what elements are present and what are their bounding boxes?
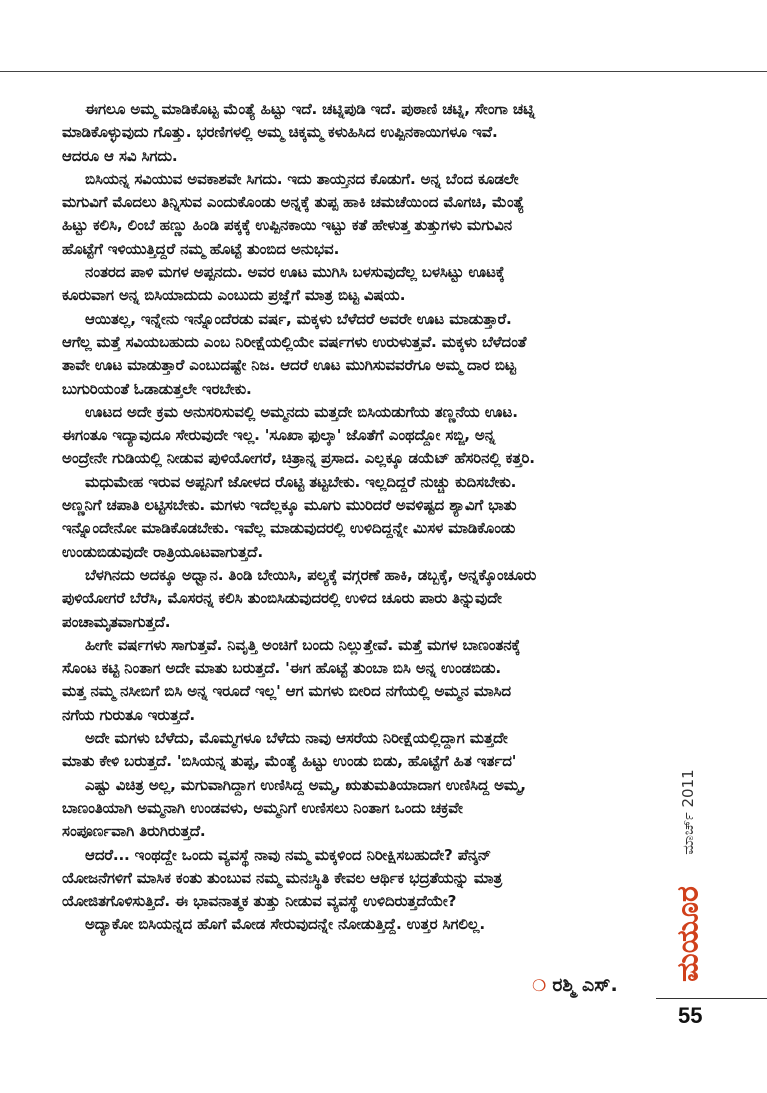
paragraph-4 [62, 308, 657, 401]
article-body [62, 98, 657, 937]
text-line: ಯೋಜನೆಗಳಿಗೆ ಮಾಸಿಕ ಕಂತು ತುಂಬುವ ನಮ್ಮ ಮನಃಸ್ಥಿತಿ ಕೇವಲ ಆರ್ಥಿಕ ಭದ್ರತೆಯನ್ನು ಮಾತ್ರ [62, 868, 502, 887]
paragraph-2 [62, 168, 657, 261]
paragraph-12 [62, 913, 657, 936]
author-byline [532, 974, 618, 996]
text-line: ನಗೆಯ ಗುರುತೂ ಇರುತ್ತದೆ. [62, 705, 195, 724]
text-line: ಆಯಿತಲ್ಲ, ಇನ್ನೇನು ಇನ್ನೊಂದೆರಡು ವರ್ಷ, ಮಕ್ಕಳು ಬೆಳೆದರೆ ಅವರೇ ಊಟ ಮಾಡುತ್ತಾರೆ. [85, 309, 512, 328]
text-line: ಮಧುಮೇಹ ಇರುವ ಅಪ್ಪನಿಗೆ ಜೋಳದ ರೊಟ್ಟಿ ತಟ್ಟಬೇಕು. ಇಲ್ಲದಿದ್ದರೆ ನುಚ್ಚು ಕುದಿಸಬೇಕು. [85, 472, 517, 491]
text-line: ಕೂರುವಾಗ ಅನ್ನ ಬಿಸಿಯಾದುದು ಎಂಬುದು ಪ್ರಜ್ಞೆಗೆ ಮಾತ್ರ ಬಿಟ್ಟ ವಿಷಯ. [62, 286, 406, 305]
text-line: ಸಂಪೂರ್ಣವಾಗಿ ತಿರುಗಿರುತ್ತದೆ. [62, 822, 206, 841]
text-line: ಹೊಟ್ಟೆಗೆ ಇಳಿಯುತ್ತಿದ್ದರೆ ನಮ್ಮ ಹೊಟ್ಟೆ ತುಂಬಿದ ಅನುಭವ. [62, 239, 340, 258]
paragraph-8 [62, 634, 657, 727]
text-line: ಎಷ್ಟು ವಿಚಿತ್ರ ಅಲ್ಲ, ಮಗುವಾಗಿದ್ದಾಗ ಉಣಿಸಿದ್ದ ಅಮ್ಮ, ಋತುಮತಿಯಾದಾಗ ಉಣಿಸಿದ್ದ ಅಮ್ಮ, [85, 775, 526, 794]
page-number: 55 [678, 1003, 703, 1028]
magazine-logo [670, 880, 706, 988]
text-line: ಸೊಂಟ ಕಟ್ಟಿ ನಿಂತಾಗ ಅದೇ ಮಾತು ಬರುತ್ತದೆ. 'ಈಗ ಹೊಟ್ಟೆ ತುಂಬಾ ಬಿಸಿ ಅನ್ನ ಉಂಡಬಿಡು. [62, 659, 501, 678]
text-line: ಅಣ್ಣನಿಗೆ ಚಪಾತಿ ಲಟ್ಟಿಸಬೇಕು. ಮಗಳು ಇದೆಲ್ಲಕ್ಕೂ ಮೂಗು ಮುರಿದರೆ ಅವಳಿಷ್ಟದ ಶ್ಯಾವಿಗೆ ಭಾತು [62, 496, 517, 515]
text-line: ಅದ್ಯಾಕೋ ಬಿಸಿಯನ್ನದ ಹೊಗೆ ಮೋಡ ಸೇರುವುದನ್ನೇ ನೋಡುತ್ತಿದ್ದೆ. ಉತ್ತರ ಸಿಗಲಿಲ್ಲ. [85, 915, 485, 934]
text-line: ಬೆಳಗಿನದು ಅದಕ್ಕೂ ಅಧ್ವಾನ. ತಿಂಡಿ ಬೇಯಿಸಿ, ಪಲ್ಯಕ್ಕೆ ವಗ್ಗರಣೆ ಹಾಕಿ, ಡಬ್ಬಕ್ಕೆ, ಅನ್ನಕ್ಕೊಂಚೂರು [85, 565, 537, 584]
paragraph-1 [62, 98, 657, 168]
issue-date-text: ಮಾರ್ಚ್ 2011 [679, 769, 697, 855]
paragraph-11 [62, 844, 657, 914]
text-line: ಬಾಣಂತಿಯಾಗಿ ಅಮ್ಮನಾಗಿ ಉಂಡವಳು, ಅಮ್ಮನಿಗೆ ಉಣಿಸಲು ನಿಂತಾಗ ಒಂದು ಚಕ್ರವೇ [62, 798, 463, 817]
issue-date [677, 752, 699, 872]
text-line: ನಂತರದ ಪಾಳಿ ಮಗಳ ಅಪ್ಪನದು. ಅವರ ಊಟ ಮುಗಿಸಿ ಬಳಸುವುದೆಲ್ಲ ಬಳಸಿಟ್ಟು ಊಟಕ್ಕೆ [85, 263, 505, 282]
text-line: ಇನ್ನೊಂದೇನೋ ಮಾಡಿಕೊಡಬೇಕು. ಇವೆಲ್ಲ ಮಾಡುವುದರಲ್ಲಿ ಉಳಿದಿದ್ದನ್ನೇ ಮಿಸಳ ಮಾಡಿಕೊಂಡು [62, 519, 516, 538]
text-line: ಹಿಟ್ಟು ಕಲಿಸಿ, ಲಿಂಬೆ ಹಣ್ಣು ಹಿಂಡಿ ಪಕ್ಕಕ್ಕೆ ಉಪ್ಪಿನಕಾಯಿ ಇಟ್ಟು ಕತೆ ಹೇಳುತ್ತ ತುತ್ತುಗಳು ಮಗುವಿನ [62, 216, 512, 235]
text-line: ಅಂದ್ರೇನೇ ಗುಡಿಯಲ್ಲಿ ನೀಡುವ ಪುಳಿಯೋಗರೆ, ಚಿತ್ರಾನ್ನ ಪ್ರಸಾದ. ಎಲ್ಲಕ್ಕೂ ಡಯೆಟ್ ಹೆಸರಿನಲ್ಲಿ ಕತ್ತರಿ. [62, 449, 535, 468]
header-rule [0, 71, 767, 72]
text-line: ಪಂಚಾಮೃತವಾಗುತ್ತದೆ. [62, 612, 171, 631]
paragraph-10 [62, 774, 657, 844]
text-line: ಯೋಜಿತಗೊಳಿಸುತ್ತಿದೆ. ಈ ಭಾವನಾತ್ಮಕ ತುತ್ತು ನೀಡುವ ವ್ಯವಸ್ಥೆ ಉಳಿದಿರುತ್ತದೆಯೇ? [62, 892, 457, 911]
text-line: ಮಾಡಿಕೊಳ್ಳುವುದು ಗೊತ್ತು. ಭರಣಿಗಳಲ್ಲಿ ಅಮ್ಮ ಚಿಕ್ಕಮ್ಮ ಕಳುಹಿಸಿದ ಉಪ್ಪಿನಕಾಯಿಗಳೂ ಇವೆ. [62, 123, 498, 142]
text-line: ಈಗಲೂ ಅಮ್ಮ ಮಾಡಿಕೊಟ್ಟ ಮೆಂತ್ಯೆ ಹಿಟ್ಟು ಇದೆ. ಚಟ್ನಿಪುಡಿ ಇದೆ. ಪುಠಾಣಿ ಚಟ್ನಿ, ಸೇಂಗಾ ಚಟ್ನಿ [85, 100, 535, 118]
paragraph-7 [62, 564, 657, 634]
text-line: ಅದೇ ಮಗಳು ಬೆಳೆದು, ಮೊಮ್ಮಗಳೂ ಬೆಳೆದು ನಾವು ಆಸರೆಯ ನಿರೀಕ್ಷೆಯಲ್ಲಿದ್ದಾಗ ಮತ್ತದೇ [85, 729, 508, 748]
text-line: ಮಗುವಿಗೆ ಮೊದಲು ತಿನ್ನಿಸುವ ಎಂದುಕೊಂಡು ಅನ್ನಕ್ಕೆ ತುಪ್ಪ ಹಾಕಿ ಚಮಚೆಯಿಂದ ಮೊಗಚಿ, ಮೆಂತ್ಯೆ [62, 193, 525, 212]
footer-rule [656, 998, 767, 999]
text-line: ಪುಳಿಯೋಗರೆ ಬೆರೆಸಿ, ಮೊಸರನ್ನ ಕಲಿಸಿ ತುಂಬಿಸಿಡುವುದರಲ್ಲಿ ಉಳಿದ ಚೂರು ಪಾರು ತಿನ್ನುವುದೇ [62, 589, 502, 608]
paragraph-5 [62, 401, 657, 471]
text-line: ತಾವೇ ಊಟ ಮಾಡುತ್ತಾರೆ ಎಂಬುದಷ್ಟೇ ನಿಜ. ಆದರೆ ಊಟ ಮುಗಿಸುವವರೆಗೂ ಅಮ್ಮ ದಾರ ಬಿಟ್ಟ [62, 356, 516, 375]
paragraph-6 [62, 471, 657, 564]
text-line: ಆದರೂ ಆ ಸವಿ ಸಿಗದು. [62, 146, 178, 165]
text-line: ಬುಗುರಿಯಂತೆ ಓಡಾಡುತ್ತಲೇ ಇರಬೇಕು. [62, 379, 252, 398]
paragraph-3 [62, 261, 657, 308]
text-line: ಹೀಗೇ ವರ್ಷಗಳು ಸಾಗುತ್ತವೆ. ನಿವೃತ್ತಿ ಅಂಚಿಗೆ ಬಂದು ನಿಲ್ಲುತ್ತೇವೆ. ಮತ್ತೆ ಮಗಳ ಬಾಣಂತನಕ್ಕೆ [85, 635, 521, 654]
text-line: ಊಟದ ಅದೇ ಕ್ರಮ ಅನುಸರಿಸುವಲ್ಲಿ ಅಮ್ಮನದು ಮತ್ತದೇ ಬಿಸಿಯಡುಗೆಯ ತಣ್ಣನೆಯ ಊಟ. [85, 402, 518, 421]
circle-bullet-icon: ❍ [532, 976, 547, 995]
text-line: ಆದರೆ... ಇಂಥದ್ದೇ ಒಂದು ವ್ಯವಸ್ಥೆ ನಾವು ನಮ್ಮ ಮಕ್ಕಳಿಂದ ನಿರೀಕ್ಷಿಸಬಹುದೇ? ಪೆನ್ಶನ್ [85, 845, 492, 864]
magazine-name: ಮಯೂರ [670, 886, 706, 982]
text-line: ಬಿಸಿಯನ್ನ ಸವಿಯುವ ಅವಕಾಶವೇ ಸಿಗದು. ಇದು ತಾಯ್ತನದ ಕೊಡುಗೆ. ಅನ್ನ ಬೆಂದ ಕೂಡಲೇ [85, 169, 519, 188]
text-line: ಮತ್ತ ನಮ್ಮ ನಸೀಬಿಗೆ ಬಿಸಿ ಅನ್ನ ಇರೂದೆ ಇಲ್ಲ' ಆಗ ಮಗಳು ಬೀರಿದ ನಗೆಯಲ್ಲಿ ಅಮ್ಮನ ಮಾಸಿದ [62, 682, 512, 701]
text-line: ಮಾತು ಕೇಳಿ ಬರುತ್ತದೆ. 'ಬಿಸಿಯನ್ನ ತುಪ್ಪ, ಮೆಂತ್ಯೆ ಹಿಟ್ಟು ಉಂಡು ಬಿಡು, ಹೊಟ್ಟೆಗೆ ಹಿತ ಇರ್ತದ' [62, 752, 517, 771]
text-line: ಈಗಂತೂ ಇದ್ಯಾವುದೂ ಸೇರುವುದೇ ಇಲ್ಲ. 'ಸೂಖಾ ಫುಲ್ಕಾ' ಜೊತೆಗೆ ಎಂಥದ್ದೋ ಸಬ್ಜಿ, ಅನ್ನ [62, 426, 496, 445]
author-name: ರಶ್ಮಿ ಎಸ್. [552, 974, 618, 996]
paragraph-9 [62, 727, 657, 774]
text-line: ಉಂಡುಬಿಡುವುದೇ ರಾತ್ರಿಯೂಟವಾಗುತ್ತದೆ. [62, 542, 263, 561]
text-line: ಆಗೆಲ್ಲ ಮತ್ತೆ ಸವಿಯಬಹುದು ಎಂಬ ನಿರೀಕ್ಷೆಯಲ್ಲಿಯೇ ವರ್ಷಗಳು ಉರುಳುತ್ತವೆ. ಮಕ್ಕಳು ಬೆಳೆದಂತೆ [62, 332, 527, 351]
